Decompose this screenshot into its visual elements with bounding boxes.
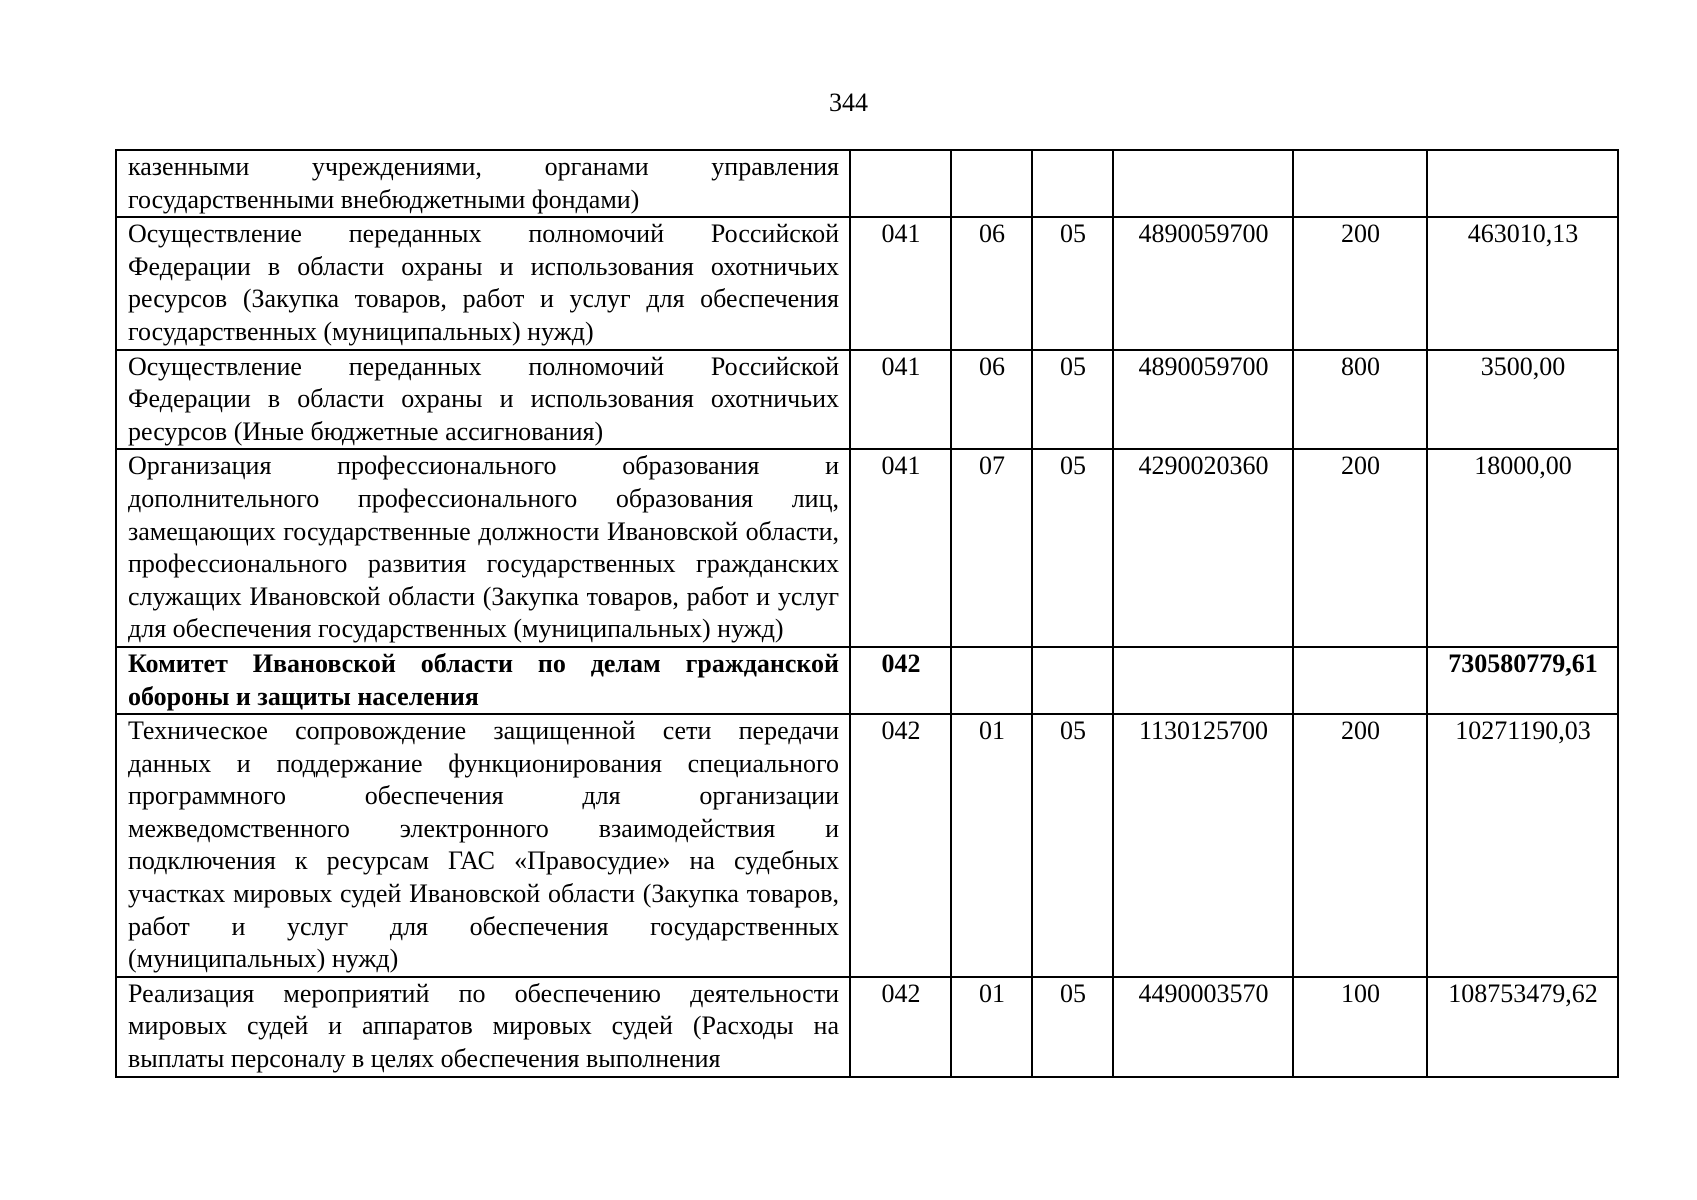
expense-type-code: 800	[1293, 350, 1427, 450]
page-number: 344	[829, 88, 868, 117]
row-description: казенными учреждениями, органами управления государственными внебюджетными фондами)	[116, 150, 850, 217]
subsection-code: 05	[1032, 714, 1113, 977]
ministry-code: 041	[850, 449, 951, 647]
target-article-code: 4290020360	[1113, 449, 1293, 647]
subsection-code: 05	[1032, 449, 1113, 647]
amount: 108753479,62	[1427, 977, 1618, 1077]
target-article-code	[1113, 647, 1293, 714]
department-header-row	[116, 647, 1618, 714]
ministry-code: 042	[850, 977, 951, 1077]
ministry-code: 041	[850, 217, 951, 349]
subsection-code	[1032, 150, 1113, 217]
amount: 18000,00	[1427, 449, 1618, 647]
table-row	[116, 449, 1618, 647]
subsection-code: 05	[1032, 977, 1113, 1077]
section-code: 01	[951, 714, 1032, 977]
ministry-code	[850, 150, 951, 217]
section-code: 06	[951, 350, 1032, 450]
row-description: Осуществление переданных полномочий Российской Федерации в области охраны и использования охотничьих ресурсов (Закупка товаров, работ и услуг для обеспечения государственных (муниципальных) нужд)	[116, 217, 850, 349]
ministry-code: 042	[850, 647, 951, 714]
ministry-code: 041	[850, 350, 951, 450]
budget-table	[115, 149, 1619, 1078]
amount: 463010,13	[1427, 217, 1618, 349]
subsection-code: 05	[1032, 350, 1113, 450]
expense-type-code: 200	[1293, 449, 1427, 647]
section-code	[951, 150, 1032, 217]
section-code: 06	[951, 217, 1032, 349]
table-row	[116, 217, 1618, 349]
row-description: Техническое сопровождение защищенной сети передачи данных и поддержание функционирования специального программного обеспечения для организации межведомственного электронного взаимодействия и подключения к ресурсам ГАС «Правосудие» на судебных участках мировых судей Ивановской области (Закупка товаров, работ и услуг для обеспечения государственных (муниципальных) нужд)	[116, 714, 850, 977]
target-article-code: 4890059700	[1113, 217, 1293, 349]
table-row	[116, 977, 1618, 1077]
expense-type-code: 200	[1293, 714, 1427, 977]
row-description: Организация профессионального образования и дополнительного профессионального образования лиц, замещающих государственные должности Ивановской области, профессионального развития государственных гражданских служащих Ивановской области (Закупка товаров, работ и услуг для обеспечения государственных (муниципальных) нужд)	[116, 449, 850, 647]
subsection-code: 05	[1032, 217, 1113, 349]
section-code: 07	[951, 449, 1032, 647]
amount: 10271190,03	[1427, 714, 1618, 977]
target-article-code: 4890059700	[1113, 350, 1293, 450]
amount	[1427, 150, 1618, 217]
expense-type-code: 200	[1293, 217, 1427, 349]
row-description: Реализация мероприятий по обеспечению деятельности мировых судей и аппаратов мировых судей (Расходы на выплаты персоналу в целях обеспечения выполнения	[116, 977, 850, 1077]
row-description: Комитет Ивановской области по делам гражданской обороны и защиты населения	[116, 647, 850, 714]
table-row	[116, 150, 1618, 217]
target-article-code	[1113, 150, 1293, 217]
target-article-code: 4490003570	[1113, 977, 1293, 1077]
amount: 730580779,61	[1427, 647, 1618, 714]
table-row	[116, 714, 1618, 977]
section-code	[951, 647, 1032, 714]
row-description: Осуществление переданных полномочий Российской Федерации в области охраны и использования охотничьих ресурсов (Иные бюджетные ассигнования)	[116, 350, 850, 450]
target-article-code: 1130125700	[1113, 714, 1293, 977]
expense-type-code	[1293, 647, 1427, 714]
section-code: 01	[951, 977, 1032, 1077]
expense-type-code	[1293, 150, 1427, 217]
expense-type-code: 100	[1293, 977, 1427, 1077]
amount: 3500,00	[1427, 350, 1618, 450]
table-row	[116, 350, 1618, 450]
ministry-code: 042	[850, 714, 951, 977]
subsection-code	[1032, 647, 1113, 714]
